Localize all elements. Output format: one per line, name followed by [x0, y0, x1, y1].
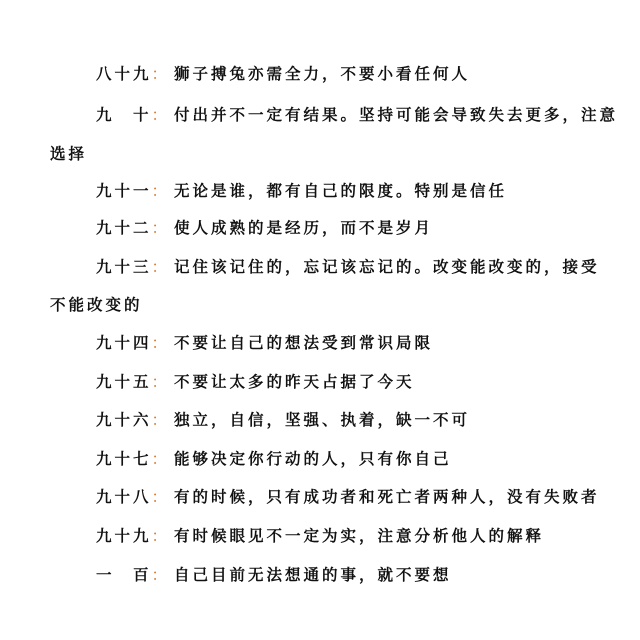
item-colon: ： [151, 527, 171, 545]
item-text: 能够决定你行动的人，只有你自己 [174, 449, 452, 468]
item-number: 九十三 [96, 257, 152, 276]
item-text: 无论是谁，都有自己的限度。特别是信任 [174, 181, 508, 200]
list-item [96, 526, 544, 546]
item-number: 九十一 [96, 181, 152, 200]
list-item-continuation [50, 144, 87, 164]
list-item [96, 218, 433, 238]
item-number: 九十七 [96, 449, 152, 468]
list-item [96, 257, 600, 277]
item-text: 使人成熟的是经历，而不是岁月 [174, 218, 434, 237]
item-colon: ： [151, 219, 171, 237]
list-item [96, 449, 452, 469]
item-text: 记住该记住的，忘记该忘记的。改变能改变的，接受 [174, 257, 600, 276]
item-number: 九十六 [96, 410, 152, 429]
item-number: 九 十 [96, 105, 152, 124]
item-colon: ： [151, 566, 171, 584]
item-text: 狮子搏兔亦需全力，不要小看任何人 [174, 64, 471, 83]
item-colon: ： [151, 258, 171, 276]
item-colon: ： [151, 334, 171, 352]
item-colon: ： [151, 65, 171, 83]
item-number: 九十八 [96, 487, 152, 506]
item-text: 自己目前无法想通的事，就不要想 [174, 565, 452, 584]
item-colon: ： [151, 450, 171, 468]
list-item [96, 565, 452, 585]
item-colon: ： [151, 411, 171, 429]
list-item [96, 410, 470, 430]
item-colon: ： [151, 373, 171, 391]
item-text: 不要让太多的昨天占据了今天 [174, 372, 415, 391]
list-item [96, 333, 433, 353]
item-number: 九十四 [96, 333, 152, 352]
item-text-continuation: 不能改变的 [50, 295, 143, 314]
item-text: 独立，自信，坚强、执着，缺一不可 [174, 410, 471, 429]
list-item [96, 181, 507, 201]
item-colon: ： [151, 106, 171, 124]
list-item-continuation [50, 295, 143, 315]
list-item [96, 64, 470, 84]
item-number: 八十九 [96, 64, 152, 83]
item-number: 一 百 [96, 565, 152, 584]
item-text: 有时候眼见不一定为实，注意分析他人的解释 [174, 526, 545, 545]
item-number: 九十二 [96, 218, 152, 237]
item-number: 九十五 [96, 372, 152, 391]
list-item [96, 487, 600, 507]
item-colon: ： [151, 488, 171, 506]
item-text: 付出并不一定有结果。坚持可能会导致失去更多，注意 [174, 105, 619, 124]
item-text-continuation: 选择 [50, 144, 88, 163]
item-text: 有的时候，只有成功者和死亡者两种人，没有失败者 [174, 487, 600, 506]
list-item [96, 372, 415, 392]
item-number: 九十九 [96, 526, 152, 545]
list-item [96, 105, 618, 125]
item-text: 不要让自己的想法受到常识局限 [174, 333, 434, 352]
item-colon: ： [151, 182, 171, 200]
